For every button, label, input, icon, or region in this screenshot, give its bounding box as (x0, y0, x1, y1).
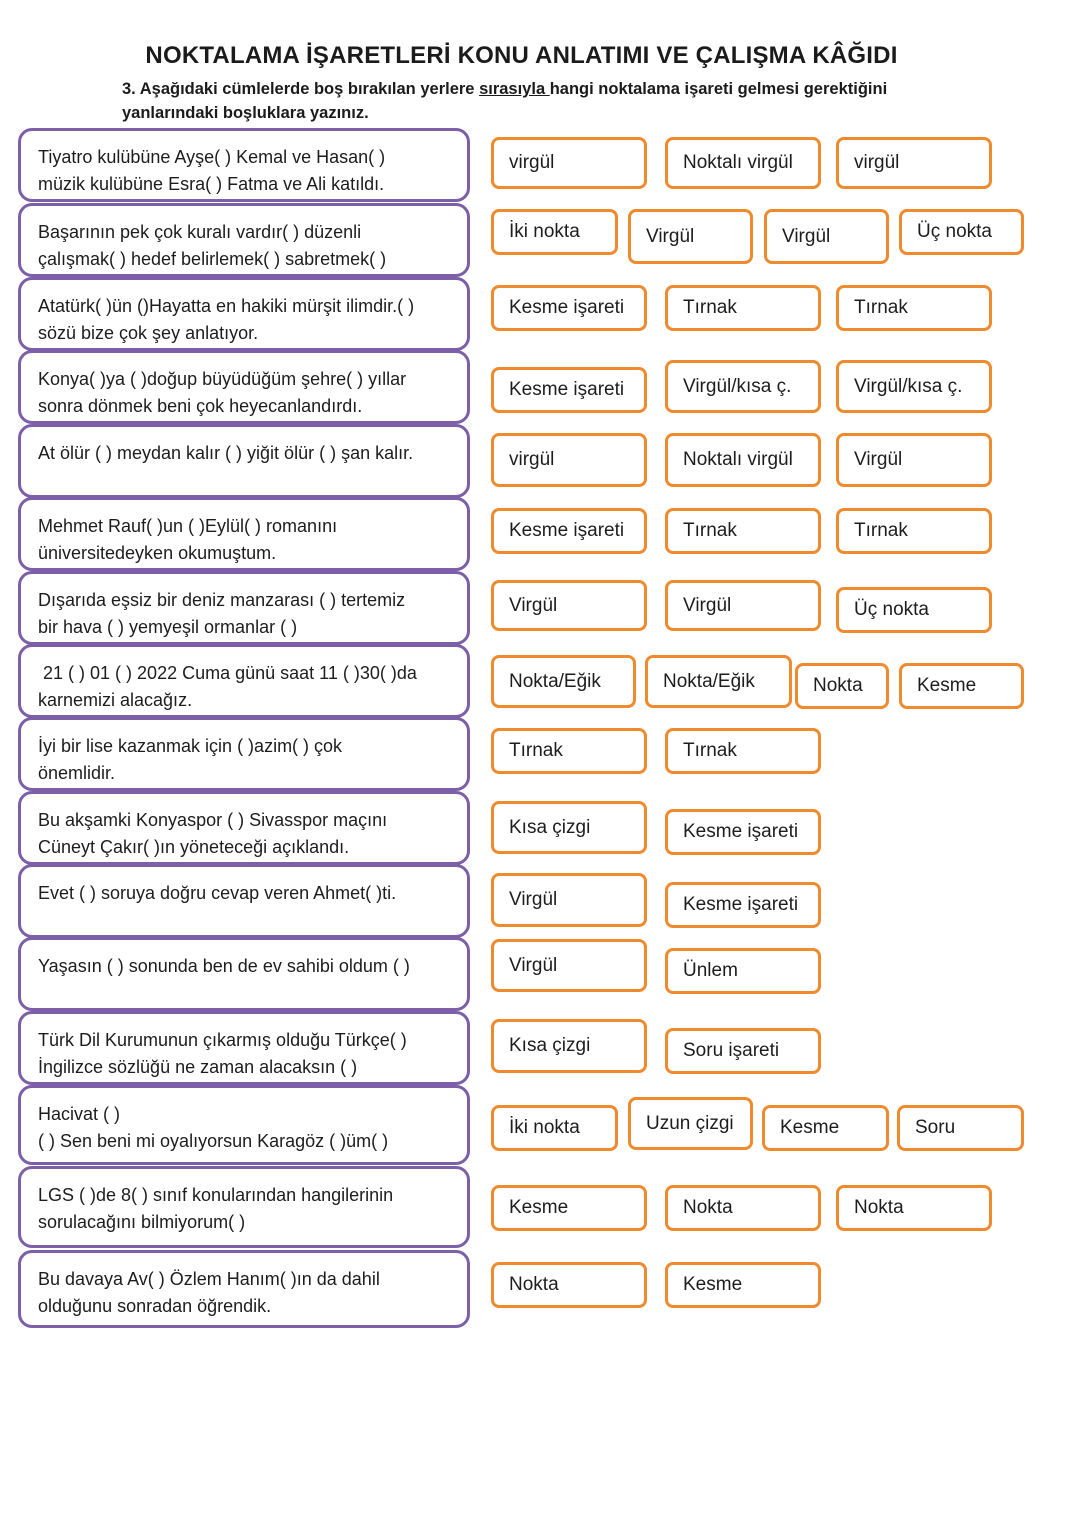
sentence-line: Bu davaya Av( ) Özlem Hanım( )ın da dahil (38, 1269, 380, 1289)
sentence-line: Konya( )ya ( )doğup büyüdüğüm şehre( ) yıllar (38, 369, 407, 389)
answer-box[interactable]: Tırnak (665, 728, 821, 774)
sentence-line: İngilizce sözlüğü ne zaman alacaksın ( ) (38, 1056, 358, 1077)
sentence-line: sorulacağını bilmiyorum( ) (38, 1211, 246, 1232)
sentence-line: karnemizi alacağız. (38, 689, 193, 710)
answer-box[interactable]: Nokta (836, 1185, 992, 1231)
answer-box[interactable]: Virgül/kısa ç. (665, 360, 821, 413)
answer-box[interactable]: Virgül (491, 873, 647, 927)
sentence-box (18, 791, 470, 865)
answer-box[interactable]: Nokta (665, 1185, 821, 1231)
answer-box[interactable]: Tırnak (836, 285, 992, 331)
answer-box[interactable]: İki nokta (491, 209, 618, 255)
sentence-box (18, 1250, 470, 1328)
sentence-line: önemlidir. (38, 762, 116, 783)
sentence-line: Atatürk( )ün ()Hayatta en hakiki mürşit ilimdir.( ) (38, 296, 415, 316)
answer-box[interactable]: virgül (491, 137, 647, 189)
answer-box[interactable]: Kesme işareti (665, 882, 821, 928)
answer-box[interactable]: Tırnak (491, 728, 647, 774)
sentence-line: sözü bize çok şey anlatıyor. (38, 322, 259, 343)
sentence-line: Hacivat ( ) (38, 1104, 121, 1124)
answer-box[interactable]: Soru (897, 1105, 1024, 1151)
answer-box[interactable]: Virgül (665, 580, 821, 631)
page-title: NOKTALAMA İŞARETLERİ KONU ANLATIMI VE ÇALIŞMA KÂĞIDI (145, 42, 898, 69)
sentence-line: sonra dönmek beni çok heyecanlandırdı. (38, 395, 363, 416)
sentence-line: olduğunu sonradan öğrendik. (38, 1295, 272, 1316)
sentence-line: İyi bir lise kazanmak için ( )azim( ) çok (38, 736, 343, 756)
sentence-line: At ölür ( ) meydan kalır ( ) yiğit ölür ( ) şan kalır. (38, 443, 414, 463)
sentence-box (18, 1166, 470, 1248)
answer-box[interactable]: Soru işareti (665, 1028, 821, 1074)
sentence-box (18, 497, 470, 571)
answer-box[interactable]: Ünlem (665, 948, 821, 994)
sentence-line: üniversitedeyken okumuştum. (38, 542, 277, 563)
sentence-box (18, 1011, 470, 1085)
sentence-box (18, 350, 470, 424)
answer-box[interactable]: Tırnak (665, 285, 821, 331)
sentence-line: Tiyatro kulübüne Ayşe( ) Kemal ve Hasan( ) (38, 147, 386, 167)
sentence-line: ( ) Sen beni mi oyalıyorsun Karagöz ( )üm( ) (38, 1130, 389, 1151)
answer-box[interactable]: Nokta/Eğik (491, 655, 636, 708)
answer-box[interactable]: Üç nokta (836, 587, 992, 633)
sentence-line: Bu akşamki Konyaspor ( ) Sivasspor maçını (38, 810, 388, 830)
answer-box[interactable]: Uzun çizgi (628, 1097, 753, 1150)
answer-box[interactable]: Nokta/Eğik (645, 655, 792, 708)
sentence-line: LGS ( )de 8( ) sınıf konularından hangilerinin (38, 1185, 394, 1205)
sentence-line: Evet ( ) soruya doğru cevap veren Ahmet( )ti. (38, 883, 397, 903)
instruction-prefix: 3. Aşağıdaki cümlelerde boş bırakılan yerlere (122, 80, 480, 98)
sentence-box (18, 424, 470, 498)
sentence-box (18, 277, 470, 351)
answer-box[interactable]: Virgül (628, 209, 753, 264)
instruction-suffix: hangi noktalama işareti gelmesi gerektiğini yanlarındaki boşluklara yazınız. (122, 80, 888, 122)
answer-box[interactable]: Virgül (836, 433, 992, 487)
sentence-line: Cüneyt Çakır( )ın yöneteceği açıklandı. (38, 836, 350, 857)
answer-box[interactable]: Nokta (795, 663, 889, 709)
sentence-box (18, 1085, 470, 1165)
answer-box[interactable]: Tırnak (836, 508, 992, 554)
instruction-text (122, 77, 982, 125)
answer-box[interactable]: Kesme işareti (491, 285, 647, 331)
answer-box[interactable]: Kesme işareti (491, 367, 647, 413)
answer-box[interactable]: Kesme işareti (491, 508, 647, 554)
answer-box[interactable]: Kesme (762, 1105, 889, 1151)
answer-box[interactable]: Noktalı virgül (665, 433, 821, 487)
sentence-line: Başarının pek çok kuralı vardır( ) düzenli (38, 222, 362, 242)
answer-box[interactable]: virgül (836, 137, 992, 189)
sentence-box (18, 717, 470, 791)
sentence-line: 21 ( ) 01 ( ) 2022 Cuma günü saat 11 ( )30( )da (38, 663, 417, 683)
answer-box[interactable]: Kısa çizgi (491, 801, 647, 854)
answer-box[interactable]: Kısa çizgi (491, 1019, 647, 1073)
sentence-line: bir hava ( ) yemyeşil ormanlar ( ) (38, 616, 298, 637)
answer-box[interactable]: Kesme (899, 663, 1024, 709)
sentence-box (18, 937, 470, 1011)
sentence-box (18, 571, 470, 645)
answer-box[interactable]: Virgül (491, 939, 647, 992)
answer-box[interactable]: Tırnak (665, 508, 821, 554)
sentence-box (18, 203, 470, 277)
sentence-line: Dışarıda eşsiz bir deniz manzarası ( ) tertemiz (38, 590, 406, 610)
answer-box[interactable]: Nokta (491, 1262, 647, 1308)
answer-box[interactable]: Üç nokta (899, 209, 1024, 255)
answer-box[interactable]: Noktalı virgül (665, 137, 821, 189)
instruction-underlined: sırasıyla (479, 80, 550, 98)
sentence-line: çalışmak( ) hedef belirlemek( ) sabretmek( ) (38, 248, 387, 269)
answer-box[interactable]: virgül (491, 433, 647, 487)
answer-box[interactable]: Virgül/kısa ç. (836, 360, 992, 413)
answer-box[interactable]: Kesme (665, 1262, 821, 1308)
sentence-line: müzik kulübüne Esra( ) Fatma ve Ali katıldı. (38, 173, 385, 194)
answer-box[interactable]: İki nokta (491, 1105, 618, 1151)
sentence-box (18, 644, 470, 718)
sentence-line: Mehmet Rauf( )un ( )Eylül( ) romanını (38, 516, 338, 536)
answer-box[interactable]: Virgül (764, 209, 889, 264)
sentence-line: Türk Dil Kurumunun çıkarmış olduğu Türkçe( ) (38, 1030, 407, 1050)
sentence-box (18, 864, 470, 938)
answer-box[interactable]: Virgül (491, 580, 647, 631)
answer-box[interactable]: Kesme (491, 1185, 647, 1231)
answer-box[interactable]: Kesme işareti (665, 809, 821, 855)
sentence-box (18, 128, 470, 202)
sentence-line: Yaşasın ( ) sonunda ben de ev sahibi oldum ( ) (38, 956, 410, 976)
